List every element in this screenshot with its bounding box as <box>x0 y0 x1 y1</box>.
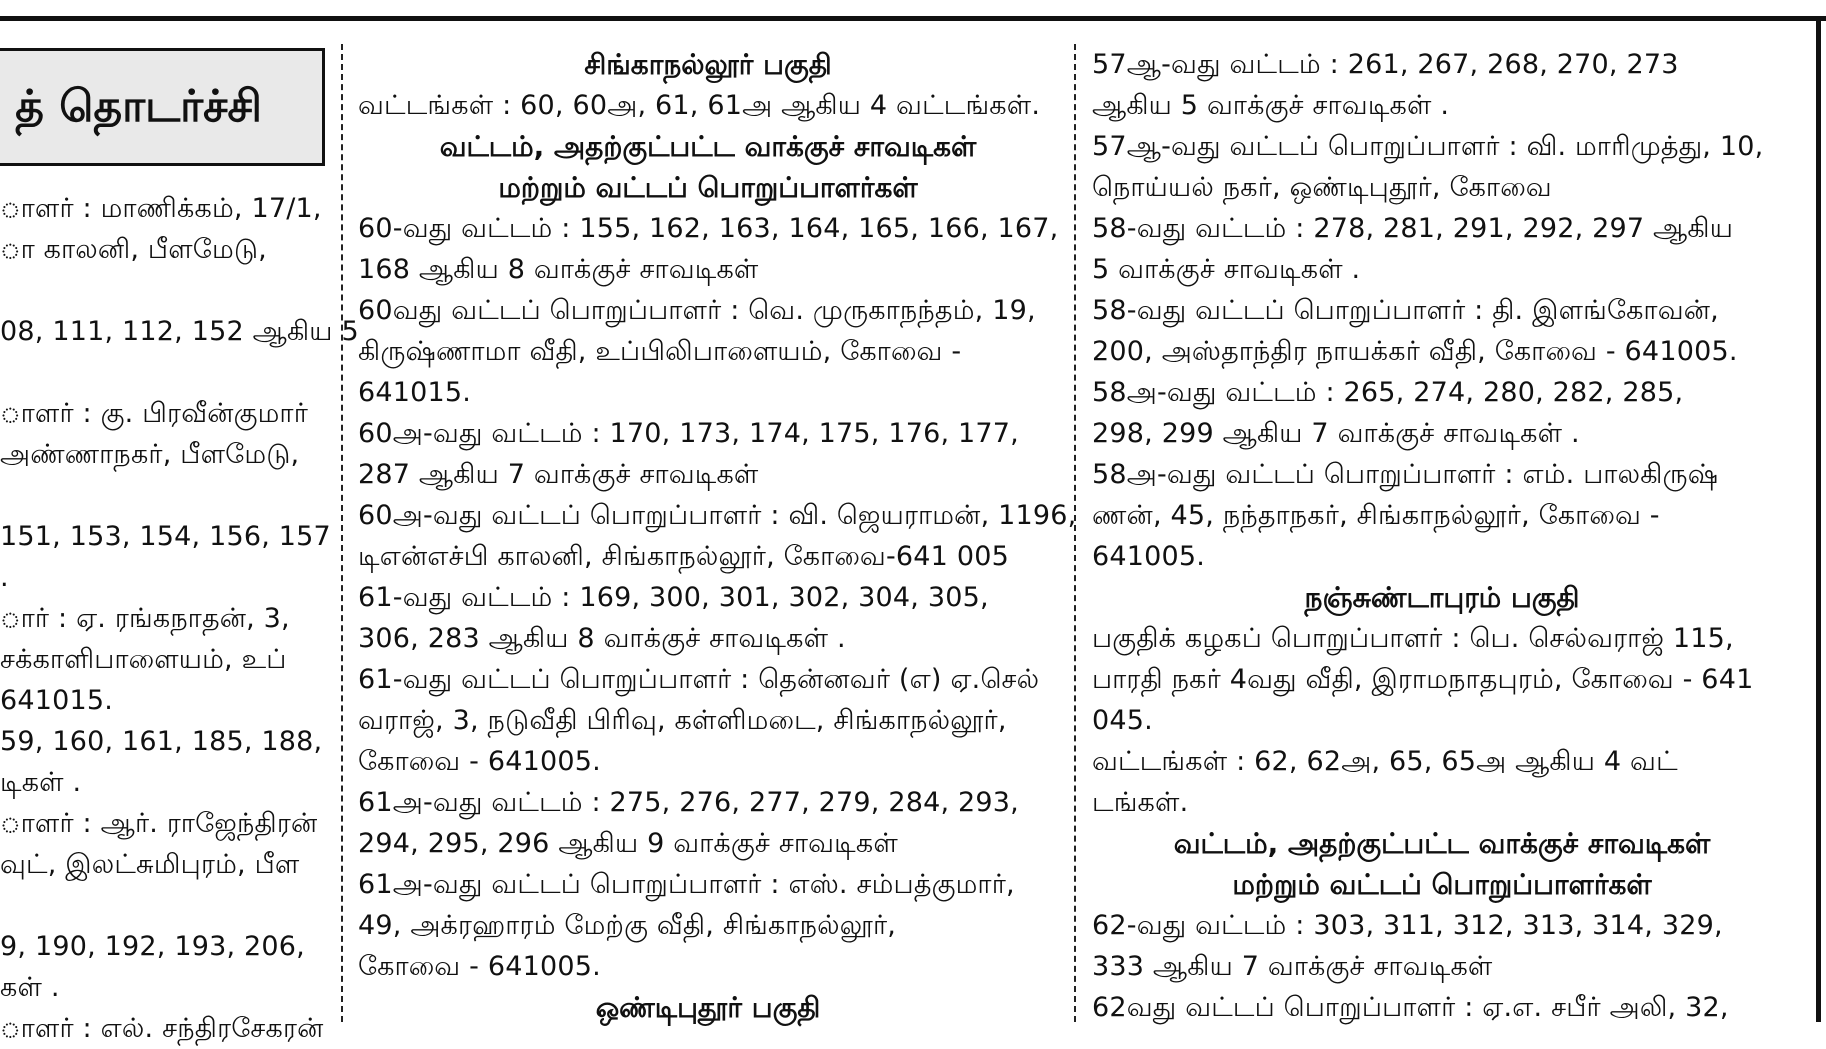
wards-line: வட்டங்கள் : 60, 60அ, 61, 61அ ஆகிய 4 வட்டங்கள். <box>358 90 1041 121</box>
text-line: ஆகிய 5 வாக்குச் சாவடிகள் . <box>1092 90 1450 121</box>
area-heading-singanallur: சிங்காநல்லூர் பகுதி <box>584 48 832 81</box>
text-line: 306, 283 ஆகிய 8 வாக்குச் சாவடிகள் . <box>358 623 846 654</box>
text-line: 59, 160, 161, 185, 188, <box>0 726 323 757</box>
column-right <box>1092 44 1792 1022</box>
text-line: 61அ-வது வட்டம் : 275, 276, 277, 279, 284, 293, <box>358 787 1019 818</box>
text-line <box>0 270 333 311</box>
text-line: 333 ஆகிய 7 வாக்குச் சாவடிகள் <box>1092 951 1493 982</box>
column-divider-1 <box>341 44 343 1022</box>
text-line: 9, 190, 192, 193, 206, <box>0 931 305 962</box>
column-middle-text <box>358 208 1077 987</box>
text-line: 58அ-வது வட்டப் பொறுப்பாளர் : எம். பாலகிருஷ் <box>1092 459 1719 490</box>
text-line: பகுதிக் கழகப் பொறுப்பாளர் : பெ. செல்வராஜ் 115, <box>1092 623 1734 654</box>
text-line: 60-வது வட்டம் : 155, 162, 163, 164, 165, 166, 167, <box>358 213 1059 244</box>
text-line: 62வது வட்டப் பொறுப்பாளர் : ஏ.எ. சபீர் அலி, 32, <box>1092 992 1729 1023</box>
section-title-box <box>0 48 325 166</box>
area-heading-ondipudur: ஒண்டிபுதூர் பகுதி <box>595 991 821 1024</box>
column-right-text-b <box>1092 618 1792 823</box>
text-line: ா காலனி, பீளமேடு, <box>0 234 267 265</box>
subheading-line-1: வட்டம், அதற்குட்பட்ட வாக்குச் சாவடிகள் <box>1173 827 1711 860</box>
top-border-rule <box>0 16 1826 21</box>
text-line: ாளர் : மாணிக்கம், 17/1, <box>0 193 322 224</box>
text-line: 58-வது வட்டப் பொறுப்பாளர் : தி. இளங்கோவன், <box>1092 295 1719 326</box>
column-middle <box>358 44 1077 1024</box>
text-line: வராஜ், 3, நடுவீதி பிரிவு, கள்ளிமடை, சிங்காநல்லூர், <box>358 705 1007 736</box>
text-line: . <box>0 562 9 593</box>
text-line: 62-வது வட்டம் : 303, 311, 312, 313, 314, 329, <box>1092 910 1723 941</box>
text-line: நொய்யல் நகர், ஒண்டிபுதூர், கோவை <box>1092 172 1552 203</box>
column-left-text <box>0 188 359 1049</box>
text-line: 298, 299 ஆகிய 7 வாக்குச் சாவடிகள் . <box>1092 418 1580 449</box>
text-line: பாரதி நகர் 4வது வீதி, இராமநாதபுரம், கோவை - 641 <box>1092 664 1754 695</box>
text-line: 200, அஸ்தாந்திர நாயக்கர் வீதி, கோவை - 641005. <box>1092 336 1738 367</box>
section-title: த் தொடர்ச்சி <box>15 81 262 132</box>
subheading-line-2: மற்றும் வட்டப் பொறுப்பாளர்கள் <box>498 171 918 204</box>
text-line: வுட், இலட்சுமிபுரம், பீள <box>0 849 300 880</box>
text-line: 61-வது வட்டப் பொறுப்பாளர் : தென்னவர் (எ) ஏ.செல் <box>358 664 1040 695</box>
text-line: டங்கள். <box>1092 787 1189 818</box>
text-line: கோவை - 641005. <box>358 951 601 982</box>
text-line: அண்ணாநகர், பீளமேடு, <box>0 439 300 470</box>
text-line: கோவை - 641005. <box>358 746 601 777</box>
text-line: டிஎன்எச்பி காலனி, சிங்காநல்லூர், கோவை-641 005 <box>358 541 1009 572</box>
text-line: ாளர் : ஆர். ராஜேந்திரன் <box>0 808 318 839</box>
text-line: 08, 111, 112, 152 ஆகிய 5 <box>0 316 359 347</box>
text-line: ார் : ஏ. ரங்கநாதன், 3, <box>0 603 290 634</box>
text-line: கிருஷ்ணாமா வீதி, உப்பிலிபாளையம், கோவை - <box>358 336 962 367</box>
text-line: 641015. <box>358 377 472 408</box>
text-line: 58அ-வது வட்டம் : 265, 274, 280, 282, 285, <box>1092 377 1684 408</box>
text-line: ணன், 45, நந்தாநகர், சிங்காநல்லூர், கோவை - <box>1092 500 1660 531</box>
column-right-text-a <box>1092 44 1792 577</box>
text-line: ாளர் : எல். சந்திரசேகரன் <box>0 1013 324 1044</box>
text-line: 49, அக்ரஹாரம் மேற்கு வீதி, சிங்காநல்லூர், <box>358 910 897 941</box>
text-line: 58-வது வட்டம் : 278, 281, 291, 292, 297 ஆகிய <box>1092 213 1734 244</box>
text-line <box>0 475 333 516</box>
text-line <box>0 352 333 393</box>
text-line: 168 ஆகிய 8 வாக்குச் சாவடிகள் <box>358 254 759 285</box>
subheading-line-1: வட்டம், அதற்குட்பட்ட வாக்குச் சாவடிகள் <box>439 130 977 163</box>
text-line: 61-வது வட்டம் : 169, 300, 301, 302, 304, 305, <box>358 582 989 613</box>
area-heading-nanjundapuram: நஞ்சுண்டாபுரம் பகுதி <box>1304 581 1580 614</box>
subheading-line-2: மற்றும் வட்டப் பொறுப்பாளர்கள் <box>1232 868 1652 901</box>
text-line: 61அ-வது வட்டப் பொறுப்பாளர் : எஸ். சம்பத்குமார், <box>358 869 1015 900</box>
text-line: வட்டங்கள் : 62, 62அ, 65, 65அ ஆகிய 4 வட் <box>1092 746 1678 777</box>
text-line: 57ஆ-வது வட்டப் பொறுப்பாளர் : வி. மாரிமுத்து, 10, <box>1092 131 1764 162</box>
text-line: 641005. <box>1092 541 1206 572</box>
text-line: சக்காளிபாளையம், உப் <box>0 644 287 675</box>
text-line: ாளர் : கு. பிரவீன்குமார் <box>0 398 309 429</box>
text-line: 60வது வட்டப் பொறுப்பாளர் : வெ. முருகாநந்தம், 19, <box>358 295 1036 326</box>
column-left <box>0 44 359 1044</box>
text-line <box>0 885 333 926</box>
text-line: 151, 153, 154, 156, 157 <box>0 521 331 552</box>
text-line: 5 வாக்குச் சாவடிகள் . <box>1092 254 1361 285</box>
text-line: 60அ-வது வட்டம் : 170, 173, 174, 175, 176, 177, <box>358 418 1019 449</box>
text-line: 294, 295, 296 ஆகிய 9 வாக்குச் சாவடிகள் <box>358 828 898 859</box>
text-line: 641015. <box>0 685 114 716</box>
text-line: 045. <box>1092 705 1153 736</box>
text-line: 287 ஆகிய 7 வாக்குச் சாவடிகள் <box>358 459 759 490</box>
text-line: 60அ-வது வட்டப் பொறுப்பாளர் : வி. ஜெயராமன், 1196, <box>358 500 1077 531</box>
right-border-rule <box>1816 16 1821 1022</box>
column-right-text-c <box>1092 905 1792 1028</box>
text-line: 57ஆ-வது வட்டம் : 261, 267, 268, 270, 273 <box>1092 49 1679 80</box>
column-divider-2 <box>1074 44 1076 1022</box>
text-line: கள் . <box>0 972 60 1003</box>
text-line: டிகள் . <box>0 767 82 798</box>
